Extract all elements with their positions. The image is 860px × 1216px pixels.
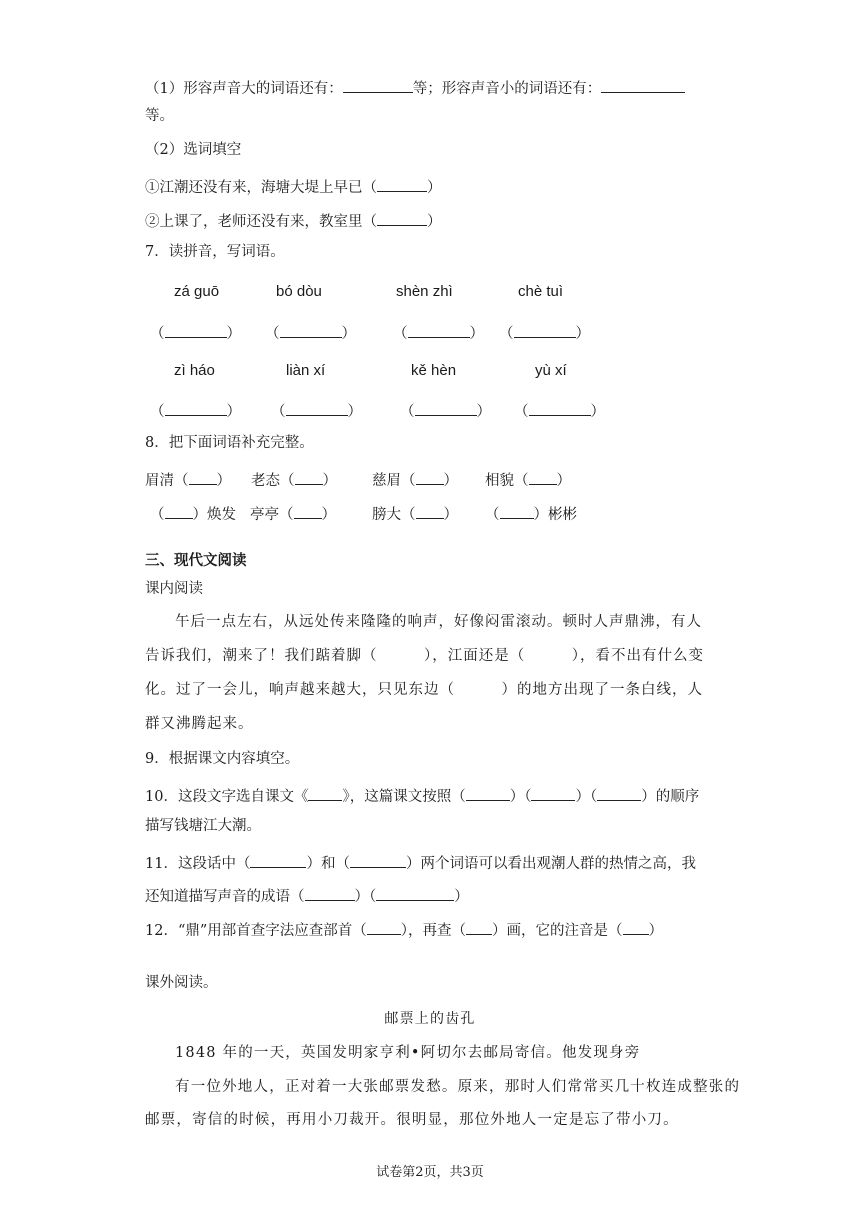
q8-title: 8．把下面词语补充完整。 xyxy=(145,435,314,451)
answer-blank[interactable] xyxy=(367,920,401,935)
q11-line2: 还知道描写声音的成语（ ）（ ） xyxy=(145,886,469,905)
answer-blank[interactable] xyxy=(343,78,413,93)
q10-line1: 10．这段文字选自课文《 》，这篇课文按照（ ）（ ）（ ）的顺序 xyxy=(145,786,699,805)
q6-sub2: （2）选词填空 xyxy=(145,142,242,158)
answer-box[interactable]: （ ） xyxy=(150,401,241,420)
answer-blank[interactable] xyxy=(500,504,534,519)
idiom-item: 眉清（ ） xyxy=(145,470,231,489)
answer-blank[interactable] xyxy=(350,853,406,868)
pinyin: zá guō xyxy=(174,283,220,300)
article-title: 邮票上的齿孔 xyxy=(384,1011,476,1027)
answer-blank[interactable] xyxy=(294,504,322,519)
reading-passage: 午后一点左右，从远处传来隆隆的响声，好像闷雷滚动。顿时人声鼎沸，有人告诉我们，潮来了！我们踮着脚（ ），江面还是（ ），看不出有什么变化。过了一会儿，响声越来越大，只见东边（ ）的地方出现了一条白线，人群又沸腾起来。 xyxy=(145,614,704,732)
answer-blank[interactable] xyxy=(165,504,193,519)
pinyin: zì háo xyxy=(174,362,215,379)
answer-blank[interactable] xyxy=(466,786,510,801)
answer-blank[interactable] xyxy=(597,786,641,801)
answer-blank[interactable] xyxy=(376,886,454,901)
idiom-item: （ ）焕发 xyxy=(150,504,236,523)
section-subheading: 课内阅读 xyxy=(145,581,203,597)
q11-line1: 11．这段话中（ ）和（ ）两个词语可以看出观潮人群的热情之高，我 xyxy=(145,853,696,872)
answer-box[interactable]: （ ） xyxy=(265,323,356,342)
q6-line1: （1）形容声音大的词语还有： 等；形容声音小的词语还有： xyxy=(145,78,685,97)
pinyin: yù xí xyxy=(535,362,567,379)
answer-box[interactable]: （ ） xyxy=(150,323,241,342)
idiom-item: 慈眉（ ） xyxy=(372,470,458,489)
idiom-item: 老态（ ） xyxy=(251,470,337,489)
idiom-item: （ ）彬彬 xyxy=(485,504,577,523)
answer-box[interactable]: （ ） xyxy=(400,401,491,420)
q10-line2: 描写钱塘江大潮。 xyxy=(145,818,261,834)
article-line: 1848 年的一天，英国发明家亨利•阿切尔去邮局寄信。他发现身旁 xyxy=(175,1045,641,1061)
q6-sentence-1: ①江潮还没有来，海塘大堤上早已（ ） xyxy=(145,177,442,196)
pinyin: chè tuì xyxy=(518,283,564,300)
answer-blank[interactable] xyxy=(308,786,342,801)
article-line: 有一位外地人，正对着一大张邮票发愁。原来，那时人们常常买几十枚连成整张的 xyxy=(175,1079,741,1095)
idiom-item: 亭亭（ ） xyxy=(250,504,336,523)
answer-blank[interactable] xyxy=(531,786,575,801)
pinyin: bó dòu xyxy=(276,283,322,300)
answer-blank[interactable] xyxy=(377,177,427,192)
q9: 9．根据课文内容填空。 xyxy=(145,751,300,767)
pinyin: liàn xí xyxy=(286,362,326,379)
q7-title: 7．读拼音，写词语。 xyxy=(145,244,285,260)
answer-blank[interactable] xyxy=(377,211,427,226)
answer-blank[interactable] xyxy=(623,920,649,935)
idiom-item: 膀大（ ） xyxy=(372,504,458,523)
answer-blank[interactable] xyxy=(416,470,444,485)
answer-blank[interactable] xyxy=(305,886,355,901)
q12: 12．“鼎”用部首查字法应查部首（ ），再查（ ）画，它的注音是（ ） xyxy=(145,920,663,939)
answer-blank[interactable] xyxy=(529,470,557,485)
answer-blank[interactable] xyxy=(466,920,492,935)
answer-blank[interactable] xyxy=(189,470,217,485)
answer-blank[interactable] xyxy=(416,504,444,519)
answer-blank[interactable] xyxy=(250,853,306,868)
page-footer: 试卷第2页，共3页 xyxy=(376,1165,484,1180)
section-subheading: 课外阅读。 xyxy=(145,975,218,991)
answer-box[interactable]: （ ） xyxy=(271,401,362,420)
answer-box[interactable]: （ ） xyxy=(514,401,605,420)
idiom-item: 相貌（ ） xyxy=(485,470,571,489)
q6-sentence-2: ②上课了，老师还没有来，教室里（ ） xyxy=(145,211,442,230)
article-line: 邮票，寄信的时候，再用小刀裁开。很明显，那位外地人一定是忘了带小刀。 xyxy=(145,1112,679,1128)
answer-blank[interactable] xyxy=(295,470,323,485)
answer-box[interactable]: （ ） xyxy=(499,323,590,342)
section-heading: 三、现代文阅读 xyxy=(145,552,247,569)
pinyin: shèn zhì xyxy=(396,283,453,300)
answer-blank[interactable] xyxy=(601,78,685,93)
q6-line1-end: 等。 xyxy=(145,108,174,124)
pinyin: kě hèn xyxy=(411,362,457,379)
answer-box[interactable]: （ ） xyxy=(393,323,484,342)
